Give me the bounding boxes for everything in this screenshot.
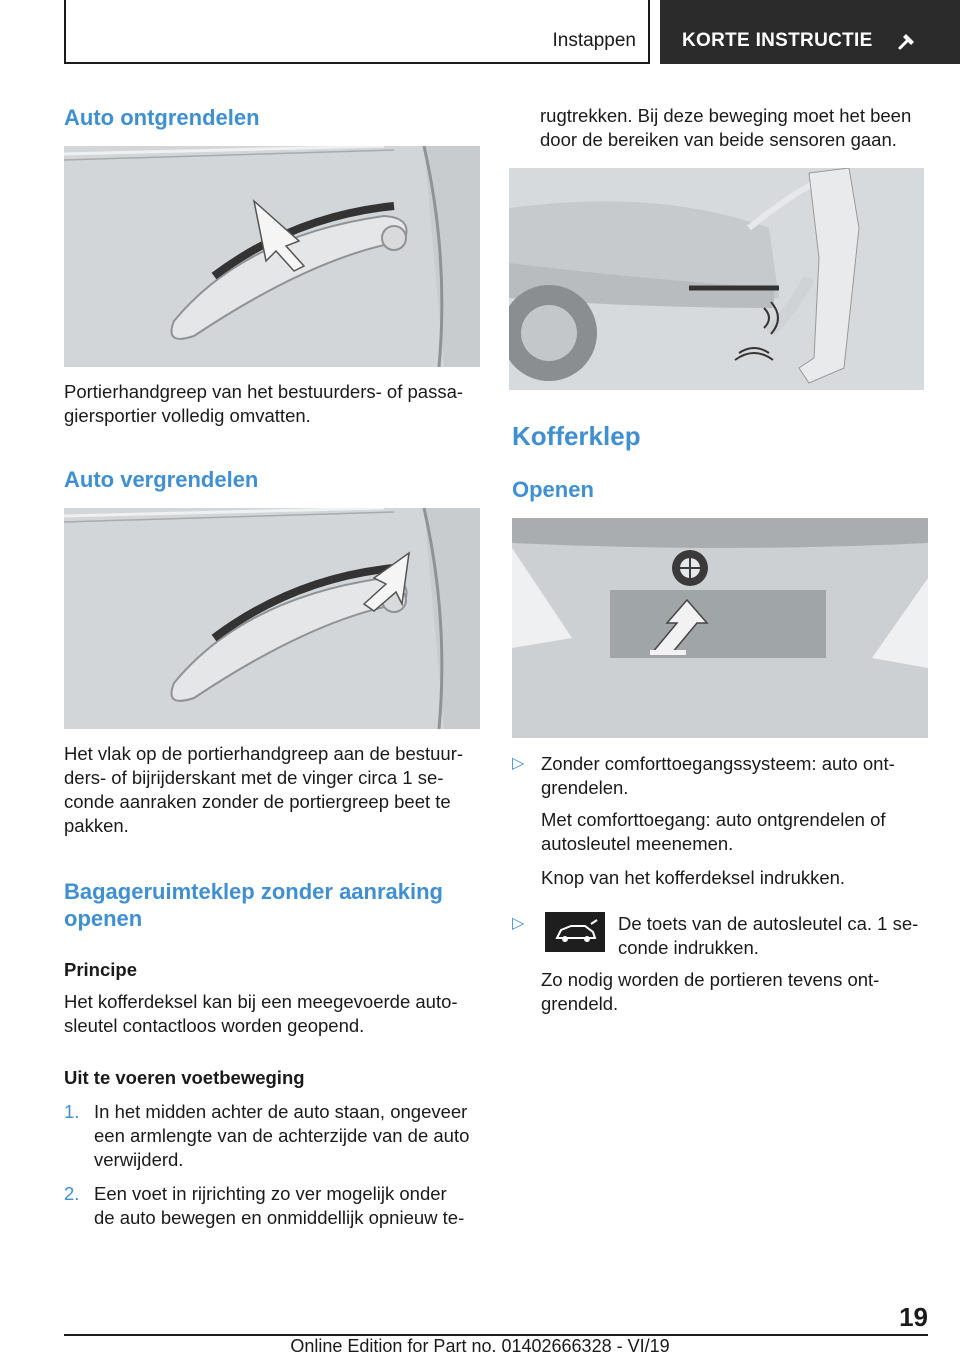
- heading-unlock: Auto ontgrendelen: [64, 105, 260, 130]
- step-number: 1.: [64, 1101, 80, 1122]
- step-number: 2.: [64, 1183, 80, 1204]
- bullet-1-line-1: Zonder comforttoegangssysteem: auto ont-: [541, 753, 895, 774]
- heading-openen: Openen: [512, 477, 594, 502]
- bullet-2-sub-1: Zo nodig worden de portieren tevens ont-: [541, 969, 880, 990]
- bullet-2-line-2: conde indrukken.: [618, 937, 759, 958]
- bullet-marker: ▷: [512, 755, 525, 772]
- continue-text-2: door de bereiken van beide sensoren gaan.: [540, 129, 897, 150]
- lock-text-1: Het vlak op de portierhandgreep aan de bestuur-: [64, 743, 464, 764]
- bullet-1-sub-2: autosleutel meenemen.: [541, 833, 734, 854]
- door-handle-lock-figure: [64, 508, 480, 729]
- principle-text-2: sleutel contactloos worden geopend.: [64, 1015, 365, 1036]
- tools-icon: [896, 30, 918, 52]
- unlock-text-1: Portierhandgreep van het bestuurders- of passa-: [64, 381, 464, 402]
- continue-text-1: rugtrekken. Bij deze beweging moet het been: [540, 105, 912, 126]
- lock-text-3: conde aanraken zonder de portiergreep beet te: [64, 791, 451, 812]
- header-section-title: Instappen: [552, 30, 636, 51]
- heading-trunk-contactless-2: openen: [64, 906, 143, 931]
- bullet-1-sub-1: Met comforttoegang: auto ontgrendelen of: [541, 809, 886, 830]
- bullet-1-line-2: grendelen.: [541, 777, 629, 798]
- heading-trunk-contactless-1: Bagageruimteklep zonder aanraking: [64, 879, 443, 904]
- bullet-1-sub-3: Knop van het kofferdeksel indrukken.: [541, 867, 846, 888]
- page-number: 19: [899, 1302, 928, 1332]
- lock-text-2: ders- of bijrijderskant met de vinger circa 1 se-: [64, 767, 444, 788]
- footer-edition: Online Edition for Part no. 01402666328 - VI/19: [290, 1336, 670, 1356]
- bullet-marker: ▷: [512, 915, 525, 932]
- step-1-line-3: verwijderd.: [94, 1149, 184, 1170]
- foot-gesture-figure: [509, 168, 924, 390]
- principle-title: Principe: [64, 959, 137, 980]
- step-1-line-1: In het midden achter de auto staan, ongeveer: [94, 1101, 468, 1122]
- header-chapter-tab[interactable]: [660, 0, 960, 64]
- step-2-line-1: Een voet in rijrichting zo ver mogelijk onder: [94, 1183, 447, 1204]
- lock-text-4: pakken.: [64, 815, 129, 836]
- principle-text-1: Het kofferdeksel kan bij een meegevoerde auto-: [64, 991, 458, 1012]
- remote-key-trunk-icon: [545, 912, 605, 952]
- door-handle-unlock-figure: [64, 146, 480, 367]
- header-chapter-label: KORTE INSTRUCTIE: [682, 30, 873, 51]
- steps-title: Uit te voeren voetbeweging: [64, 1067, 305, 1088]
- step-1-line-2: een armlengte van de achterzijde van de auto: [94, 1125, 470, 1146]
- trunk-button-figure: [512, 518, 928, 738]
- heading-lock: Auto vergrendelen: [64, 467, 259, 492]
- heading-kofferklep: Kofferklep: [512, 421, 641, 451]
- bullet-2-line-1: De toets van de autosleutel ca. 1 se-: [618, 913, 919, 934]
- step-2-line-2: de auto bewegen en onmiddellijk opnieuw te-: [94, 1207, 465, 1228]
- unlock-text-2: giersportier volledig omvatten.: [64, 405, 311, 426]
- bullet-2-sub-2: grendeld.: [541, 993, 619, 1014]
- header-section-box: [64, 0, 650, 64]
